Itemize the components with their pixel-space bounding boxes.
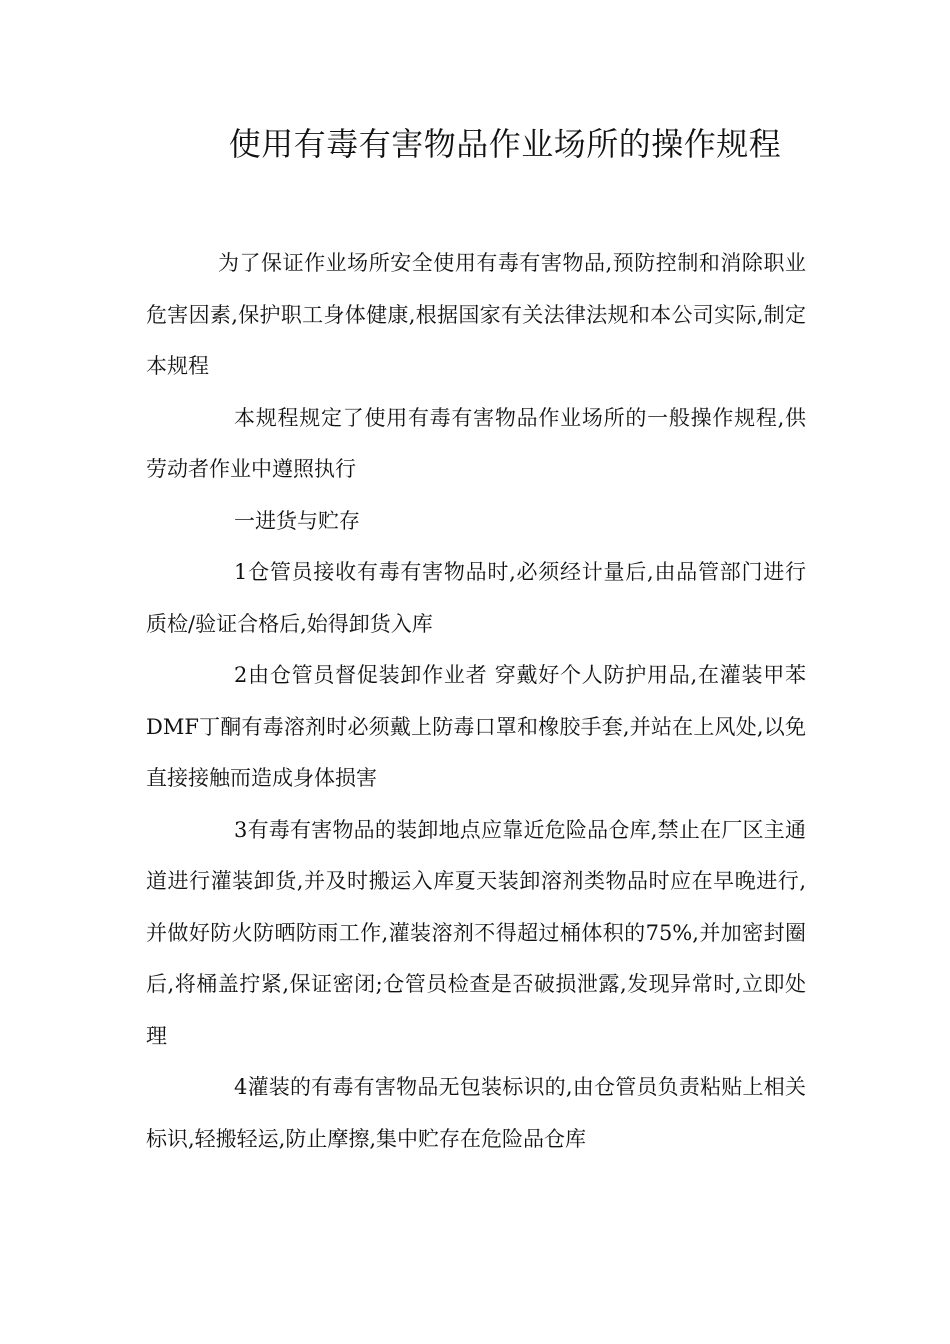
- section-heading-receiving-storage: 一进货与贮存: [234, 508, 360, 533]
- paragraph-item-3: 3有毒有害物品的装卸地点应靠近危险品仓库,禁止在厂区主通道进行灌装卸货,并及时搬运入库夏天装卸溶剂类物品时应在早晚进行,并做好防火防晒防雨工作,灌装溶剂不得超过桶体积的75%,并加密封圈后,将桶盖拧紧,保证密闭;仓管员检查是否破损泄露,发现异常时,立即处理: [146, 817, 806, 1048]
- document-title: 使用有毒有害物品作业场所的操作规程: [228, 125, 782, 163]
- paragraph-intro: 为了保证作业场所安全使用有毒有害物品,预防控制和消除职业危害因素,保护职工身体健康,根据国家有关法律法规和本公司实际,制定本规程: [146, 251, 806, 378]
- paragraph-item-4: 4灌装的有毒有害物品无包装标识的,由仓管员负责粘贴上相关标识,轻搬轻运,防止摩擦,集中贮存在危险品仓库: [146, 1075, 806, 1151]
- document-body: [146, 238, 806, 1165]
- paragraph-scope: 本规程规定了使用有毒有害物品作业场所的一般操作规程,供劳动者作业中遵照执行: [146, 405, 806, 481]
- paragraph-item-1: 1仓管员接收有毒有害物品时,必须经计量后,由品管部门进行质检/验证合格后,始得卸货入库: [146, 560, 806, 636]
- paragraph-item-2: 2由仓管员督促装卸作业者 穿戴好个人防护用品,在灌装甲苯DMF丁酮有毒溶剂时必须戴上防毒口罩和橡胶手套,并站在上风处,以免直接接触而造成身体损害: [146, 663, 806, 790]
